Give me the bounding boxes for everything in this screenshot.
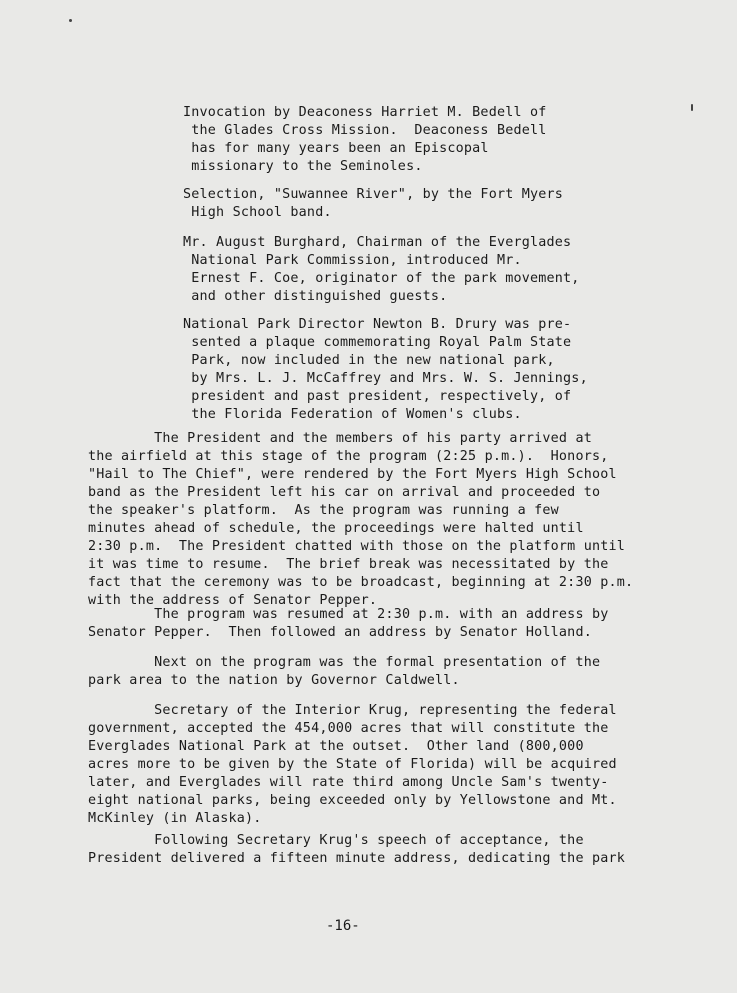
program-item-line: Invocation by Deaconess Harriet M. Bedell of <box>183 105 547 120</box>
paragraph-line: The program was resumed at 2:30 p.m. with an address by <box>88 607 609 622</box>
program-item-line: by Mrs. L. J. McCaffrey and Mrs. W. S. Jennings, <box>183 371 588 386</box>
paragraph-line: Next on the program was the formal presentation of the <box>88 655 601 670</box>
paragraph-line: it was time to resume. The brief break was necessitated by the <box>88 557 609 572</box>
program-item-line: has for many years been an Episcopal <box>183 141 489 156</box>
paragraph-line: "Hail to The Chief", were rendered by the Fort Myers High School <box>88 467 617 482</box>
program-item-line: president and past president, respectively, of <box>183 389 572 404</box>
paragraph-line: McKinley (in Alaska). <box>88 811 262 826</box>
paragraph-line: the airfield at this stage of the program (2:25 p.m.). Honors, <box>88 449 609 464</box>
paragraph-line: the speaker's platform. As the program was running a few <box>88 503 559 518</box>
paragraph-line: park area to the nation by Governor Caldwell. <box>88 673 460 688</box>
paragraph-line: Secretary of the Interior Krug, representing the federal <box>88 703 617 718</box>
paragraph-line: Senator Pepper. Then followed an address by Senator Holland. <box>88 625 592 640</box>
program-item-line: sented a plaque commemorating Royal Palm State <box>183 335 572 350</box>
program-item-line: National Park Director Newton B. Drury was pre- <box>183 317 572 332</box>
paragraph-line: Everglades National Park at the outset. Other land (800,000 <box>88 739 584 754</box>
program-item-line: High School band. <box>183 205 332 220</box>
paragraph-line: government, accepted the 454,000 acres that will constitute the <box>88 721 609 736</box>
program-item-line: National Park Commission, introduced Mr. <box>183 253 522 268</box>
paragraph-line: President delivered a fifteen minute address, dedicating the park <box>88 851 626 866</box>
margin-mark <box>691 104 693 111</box>
program-item-line: Ernest F. Coe, originator of the park movement, <box>183 271 580 286</box>
program-item-line: and other distinguished guests. <box>183 289 448 304</box>
program-item-line: the Florida Federation of Women's clubs. <box>183 407 522 422</box>
paragraph-line: acres more to be given by the State of Florida) will be acquired <box>88 757 617 772</box>
program-item-line: missionary to the Seminoles. <box>183 159 423 174</box>
paragraph-line: later, and Everglades will rate third among Uncle Sam's twenty- <box>88 775 609 790</box>
program-item-line: the Glades Cross Mission. Deaconess Bedell <box>183 123 547 138</box>
program-item-line: Selection, "Suwannee River", by the Fort Myers <box>183 187 564 202</box>
paragraph-line: Following Secretary Krug's speech of acceptance, the <box>88 833 584 848</box>
paragraph-line: band as the President left his car on arrival and proceeded to <box>88 485 601 500</box>
program-item-line: Mr. August Burghard, Chairman of the Everglades <box>183 235 572 250</box>
paragraph-line: with the address of Senator Pepper. <box>88 593 378 608</box>
margin-mark <box>69 19 72 22</box>
page-number: -16- <box>326 918 360 934</box>
paragraph-line: fact that the ceremony was to be broadcast, beginning at 2:30 p.m. <box>88 575 634 590</box>
paragraph-line: eight national parks, being exceeded only by Yellowstone and Mt. <box>88 793 617 808</box>
paragraph-line: minutes ahead of schedule, the proceedings were halted until <box>88 521 584 536</box>
program-item-line: Park, now included in the new national park, <box>183 353 555 368</box>
paragraph-line: The President and the members of his party arrived at <box>88 431 592 446</box>
paragraph-line: 2:30 p.m. The President chatted with those on the platform until <box>88 539 626 554</box>
